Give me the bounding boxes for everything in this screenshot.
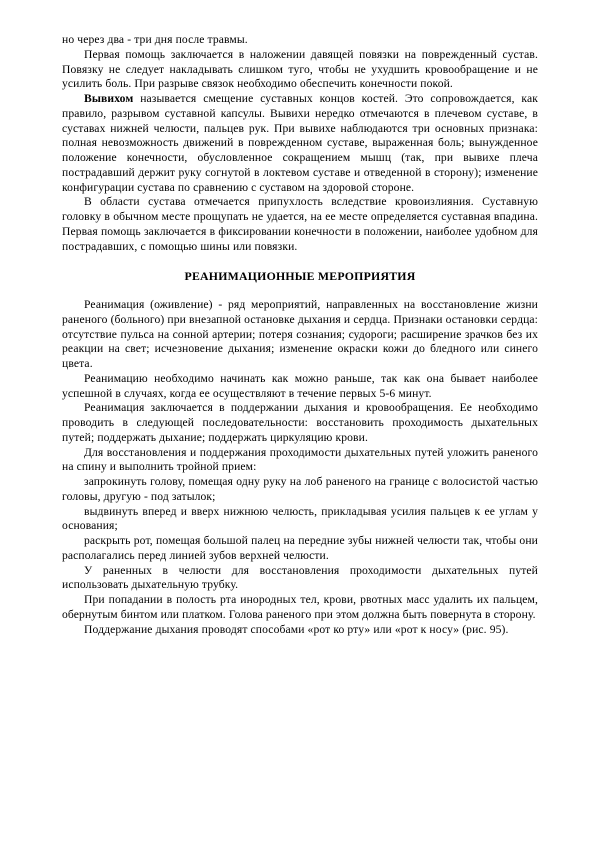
- body-paragraph: но через два - три дня после травмы.: [62, 33, 248, 46]
- paragraph-lead-term: Вывихом: [84, 92, 134, 105]
- paragraph-text: называется смещение суставных концов костей. Это сопровождается, как правило, разрывом суставной капсулы. Вывихи нередко отмечаются в плечевом суставе, в суставах нижней челюсти, пальцев рук. При вывихе наблюдаются три основных признака: полная невозможность движений в поврежденном суставе, выраженная боль; вынужденное положение конечности, обусловленное сокращением мышц (так, при вывихе плеча пострадавший держит руку согнутой в локтевом суставе и отведенной в сторону); изменение конфигурации сустава по сравнению с суставом на здоровой стороне.: [62, 92, 538, 194]
- body-paragraph: В области сустава отмечается припухлость вследствие кровоизлияния. Суставную головку в обычном месте прощупать не удается, на ее месте определяется суставная впадина. Первая помощь заключается в фиксировании конечности в положении, наиболее удобном для пострадавших, с помощью шины или повязки.: [62, 195, 538, 253]
- body-paragraph: У раненных в челюсти для восстановления проходимости дыхательных путей использовать дыхательную трубку.: [62, 563, 538, 592]
- body-paragraph: Реанимация заключается в поддержании дыхания и кровообращения. Ее необходимо проводить в следующей последовательности: восстановить проходимость дыхательных путей; поддержать дыхание; поддержать циркуляцию крови.: [62, 401, 538, 444]
- body-paragraph: При попадании в полость рта инородных тел, крови, рвотных масс удалить их пальцем, обернутым бинтом или платком. Голова раненого при этом должна быть повернута в сторону.: [62, 593, 538, 621]
- document-text-body: [62, 33, 538, 637]
- body-paragraph: запрокинуть голову, помещая одну руку на лоб раненого на границе с волосистой частью головы, другую - под затылок;: [62, 475, 538, 503]
- body-paragraph: Поддержание дыхания проводят способами «рот ко рту» или «рот к носу» (рис. 95).: [84, 622, 509, 636]
- section-heading: РЕАНИМАЦИОННЫЕ МЕРОПРИЯТИЯ: [184, 268, 416, 283]
- body-paragraph: Реанимацию необходимо начинать как можно раньше, так как она бывает наиболее успешной в случаях, когда ее осуществляют в течение первых 5-6 минут.: [62, 371, 538, 400]
- body-paragraph: выдвинуть вперед и вверх нижнюю челюсть, прикладывая усилия пальцев к ее углам у основания;: [62, 504, 538, 533]
- body-paragraph: Реанимация (оживление) - ряд мероприятий, направленных на восстановление жизни раненого (больного) при внезапной остановке дыхания и сердца. Признаки остановки сердца: отсутствие пульса на сонной артерии; потеря сознания; судороги; расширение зрачков без их реакции на свет; исчезновение дыхания; изменение окраски кожи до бледного или синего цвета.: [62, 298, 538, 370]
- body-paragraph: Для восстановления и поддержания проходимости дыхательных путей уложить раненого на спину и выполнить тройной прием:: [62, 445, 538, 474]
- body-paragraph: Первая помощь заключается в наложении давящей повязки на поврежденный сустав. Повязку не следует накладывать слишком туго, чтобы не ухудшить кровообращение и не усилить боль. При разрыве связок необходимо обеспечить конечности покой.: [62, 47, 538, 91]
- body-paragraph: [62, 92, 538, 195]
- body-paragraph: раскрыть рот, помещая большой палец на передние зубы нижней челюсти так, чтобы они располагались перед линией зубов верхней челюсти.: [62, 534, 538, 562]
